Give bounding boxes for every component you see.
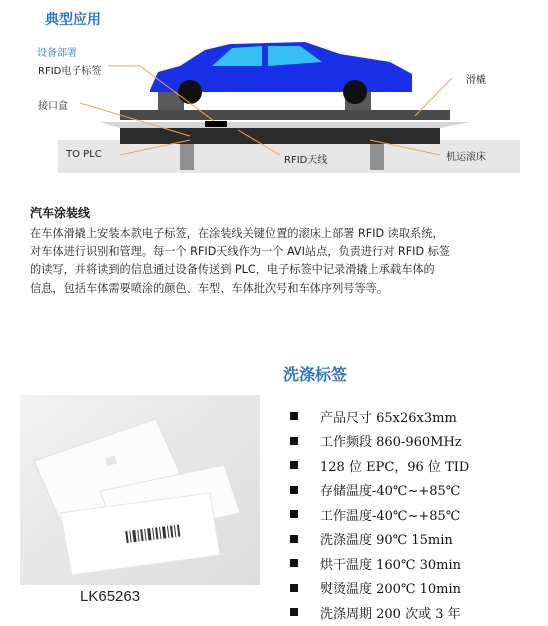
spec-item [290, 404, 469, 429]
label-conveyor: 机运滚床 [446, 152, 486, 163]
car-line-description [30, 225, 495, 298]
rfid-tag-shape [205, 121, 227, 127]
label-equipment: 设备部署 [37, 48, 77, 59]
label-interface-box: 接口盒 [38, 101, 68, 112]
spec-text: 熨烫温度 200℃ 10min [320, 582, 462, 598]
label-skid: 滑橇 [466, 75, 486, 86]
spec-item [290, 478, 469, 503]
spec-item [290, 429, 469, 454]
conveyor-rail [120, 128, 440, 144]
spec-item [290, 600, 469, 625]
car-wheel-rear [343, 80, 367, 104]
spec-item [290, 576, 469, 601]
product-model: LK65263 [80, 588, 141, 605]
description-line: 对车体进行识别和管理。每一个 RFID天线作为一个 AVI站点，负责进行对 RFID 标签 [30, 245, 450, 259]
bullet-icon [290, 461, 298, 469]
label-to-plc: TO PLC [66, 149, 102, 160]
spec-item [290, 453, 469, 478]
description-line: 在车体滑撬上安装本款电子标签，在涂装线关键位置的滚床上部署 RFID 读取系统， [30, 227, 444, 240]
wash-label-title: 洗涤标签 [283, 365, 348, 384]
label-rfid-tag: RFID电子标签 [38, 66, 102, 77]
spec-item [290, 502, 469, 527]
bullet-icon [290, 608, 298, 616]
bullet-icon [290, 437, 298, 445]
label-rfid-antenna: RFID天线 [284, 155, 328, 166]
bullet-icon [290, 510, 298, 518]
description-line: 信息，包括车体需要喷涂的颜色、车型、车体批次号和车体序列号等等。 [30, 281, 389, 295]
conveyor-leg-left [180, 144, 194, 170]
spec-text: 工作频段 860-960MHz [320, 435, 462, 451]
section-title: 典型应用 [45, 12, 101, 28]
spec-text: 产品尺寸 65x26x3mm [320, 410, 457, 426]
conveyor-top [100, 122, 470, 128]
bullet-icon [290, 584, 298, 592]
spec-item [290, 551, 469, 576]
spec-item [290, 527, 469, 552]
spec-text: 洗涤周期 200 次或 3 年 [320, 606, 461, 622]
conveyor-leg-right [370, 144, 384, 170]
spec-text: 工作温度-40℃~+85℃ [320, 508, 461, 524]
bullet-icon [290, 535, 298, 543]
spec-list [290, 404, 469, 625]
skid [120, 110, 450, 120]
bullet-icon [290, 559, 298, 567]
spec-text: 存储温度-40℃~+85℃ [320, 484, 461, 500]
product-photo [20, 395, 260, 585]
spec-text: 洗涤温度 90℃ 15min [320, 533, 453, 549]
spec-text: 烘干温度 160℃ 30min [320, 557, 462, 573]
bullet-icon [290, 486, 298, 494]
car-wheel-front [178, 80, 202, 104]
bullet-icon [290, 412, 298, 420]
spec-text: 128 位 EPC，96 位 TID [320, 459, 470, 475]
description-line: 的读写，并将读到的信息通过设备传送到 PLC，电子标签中记录滑撬上承载车体的 [30, 263, 435, 277]
car-line-heading: 汽车涂装线 [30, 206, 91, 220]
